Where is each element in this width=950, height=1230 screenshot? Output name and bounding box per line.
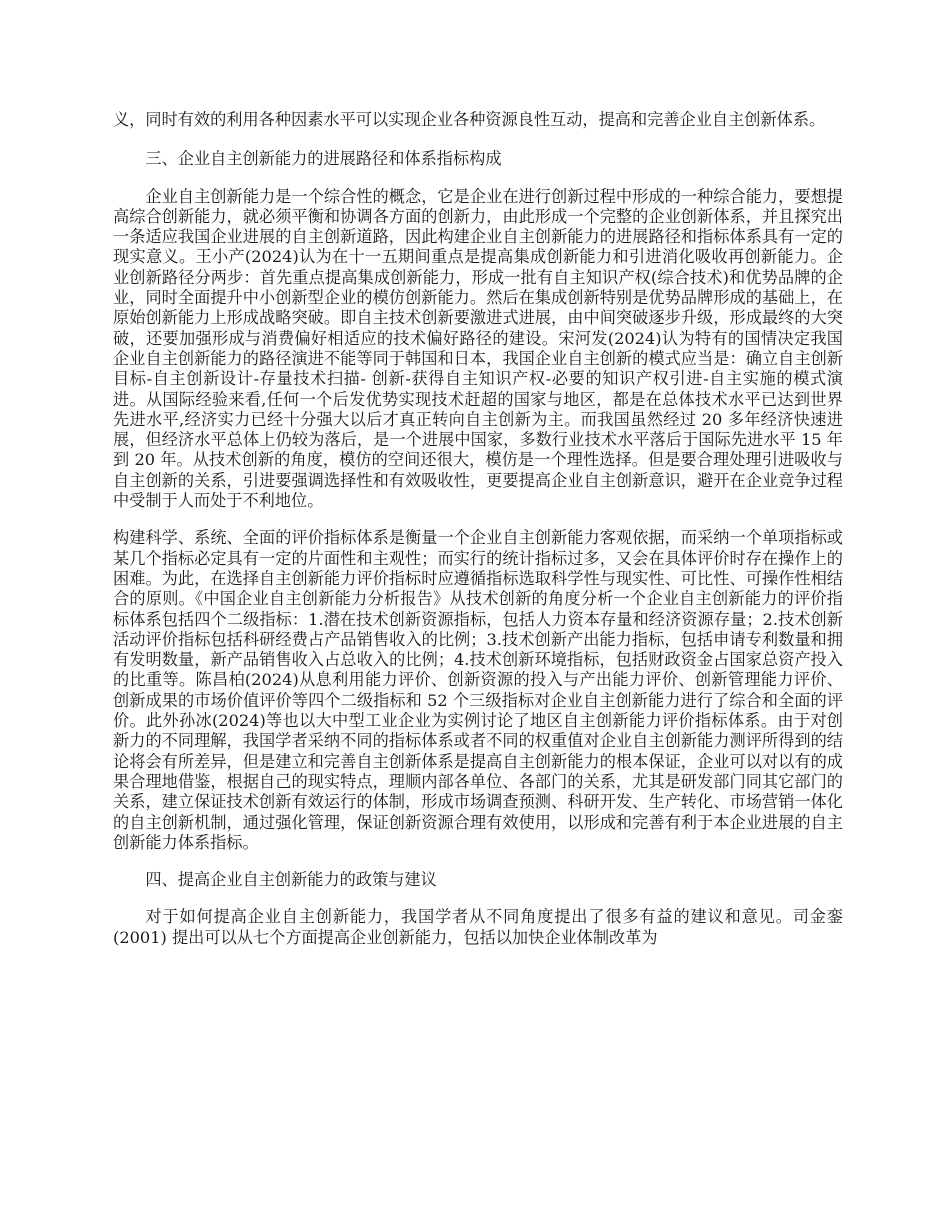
paragraph-innovation-path: 企业自主创新能力是一个综合性的概念，它是企业在进行创新过程中形成的一种综合能力，要想提高综合创新能力，就必须平衡和协调各方面的创新力，由此形成一个完整的企业创新体系，并且探究出一条适应我国企业进展的自主创新道路，因此构建企业自主创新能力的进展路径和指标体系具有一定的现实意义。王小产(2024)认为在十一五期间重点是提高集成创新能力和引进消化吸收再创新能力。企业创新路径分两步：首先重点提高集成创新能力，形成一批有自主知识产权(综合技术)和优势品牌的企业，同时全面提升中小创新型企业的模仿创新能力。然后在集成创新特别是优势品牌形成的基础上，在原始创新能力上形成战略突破。即自主技术创新要激进式进展，由中间突破逐步升级，形成最终的大突破，还要加强形成与消费偏好相适应的技术偏好路径的建设。宋河发(2024)认为特有的国情决定我国企业自主创新能力的路径演进不能等同于韩国和日本，我国企业自主创新的模式应当是：确立自主创新目标-自主创新设计-存量技术扫描- 创新-获得自主知识产权-必要的知识产权引进-自主实施的模式演进。从国际经验来看,任何一个后发优势实现技术赶超的国家与地区，都是在总体技术水平已达到世界先进水平,经济实力已经十分强大以后才真正转向自主创新为主。而我国虽然经过 20 多年经济快速进展，但经济水平总体上仍较为落后，是一个进展中国家，多数行业技术水平落后于国际先进水平 15 年到 20 年。从技术创新的角度，模仿的空间还很大，模仿是一个理性选择。但是要合理处理引进吸收与自主创新的关系，引进要强调选择性和有效吸收性，更要提高企业自主创新意识，避开在企业竞争过程中受制于人而处于不利地位。 <box>113 186 843 511</box>
section-heading-4: 四、提高企业自主创新能力的政策与建议 <box>145 870 437 890</box>
paragraph-continuation: 义，同时有效的利用各种因素水平可以实现企业各种资源良性互动，提高和完善企业自主创新体系。 <box>113 110 826 129</box>
document-body <box>113 110 843 948</box>
paragraph-policy-suggestions: 对于如何提高企业自主创新能力，我国学者从不同角度提出了很多有益的建议和意见。司金銮(2001) 提出可以从七个方面提高企业创新能力，包括以加快企业体制改革为 <box>113 907 843 947</box>
section-heading-3: 三、企业自主创新能力的进展路径和体系指标构成 <box>145 149 502 169</box>
paragraph-evaluation-index: 构建科学、系统、全面的评价指标体系是衡量一个企业自主创新能力客观依据，而采纳一个单项指标或某几个指标必定具有一定的片面性和主观性；而实行的统计指标过多，又会在具体评价时存在操作上的困难。为此，在选择自主创新能力评价指标时应遵循指标选取科学性与现实性、可比性、可操作性相结合的原则。《中国企业自主创新能力分析报告》从技术创新的角度分析一个企业自主创新能力的评价指标体系包括四个二级指标：1.潜在技术创新资源指标，包括人力资本存量和经济资源存量；2.技术创新活动评价指标包括科研经费占产品销售收入的比例；3.技术创新产出能力指标，包括申请专利数量和拥有发明数量，新产品销售收入占总收入的比例；4.技术创新环境指标，包括财政资金占国家总资产投入的比重等。陈昌柏(2024)从息利用能力评价、创新资源的投入与产出能力评价、创新管理能力评价、创新成果的市场价值评价等四个二级指标和 52 个三级指标对企业自主创新能力进行了综合和全面的评价。此外孙冰(2024)等也以大中型工业企业为实例讨论了地区自主创新能力评价指标体系。由于对创新力的不同理解，我国学者采纳不同的指标体系或者不同的权重值对企业自主创新能力测评所得到的结论将会有所差异，但是建立和完善自主创新体系是提高自主创新能力的根本保证，企业可以对以有的成果合理地借鉴，根据自己的现实特点，理顺内部各单位、各部门的关系，尤其是研发部门同其它部门的关系，建立保证技术创新有效运行的体制，形成市场调查预测、科研开发、生产转化、市场营销一体化的自主创新机制，通过强化管理，保证创新资源合理有效使用，以形成和完善有利于本企业进展的自主创新能力体系指标。 <box>113 528 843 852</box>
